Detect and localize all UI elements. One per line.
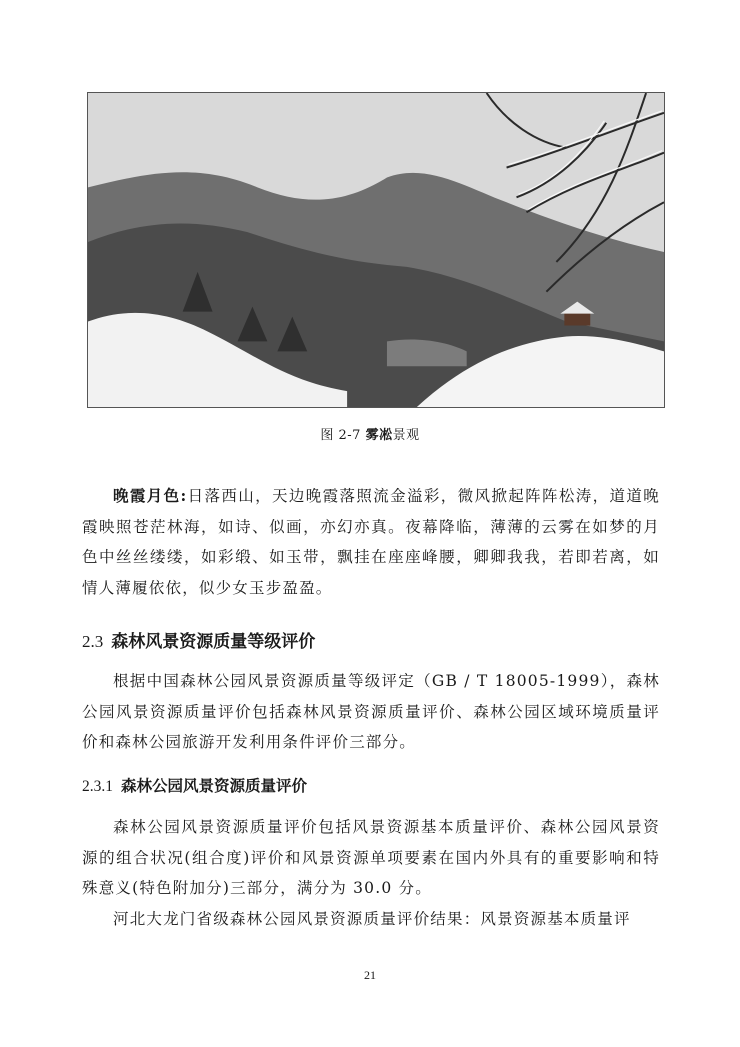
rime-landscape-photo xyxy=(87,92,665,408)
figure-caption xyxy=(0,424,740,443)
paragraph-lead: 晚霞月色: xyxy=(113,486,188,505)
paragraph-section-2-3: 根据中国森林公园风景资源质量等级评定（GB / T 18005-1999），森林公园风景资源质量评价包括森林风景资源质量评价、森林公园区域环境质量评价和森林公园旅游开发利用条件评价三部分。 xyxy=(82,672,660,751)
paragraph-result: 河北大龙门省级森林公园风景资源质量评价结果：风景资源基本质量评 xyxy=(113,910,631,928)
caption-bold: 雾凇 xyxy=(365,428,393,443)
section-heading-2-3-1 xyxy=(82,774,307,796)
subsection-title: 森林公园风景资源质量评价 xyxy=(121,777,308,795)
paragraph-body: 日落西山，天边晚霞落照流金溢彩，微风掀起阵阵松涛，道道晚霞映照苍茫林海，如诗、似画，亦幻亦真。夜幕降临，薄薄的云雾在如梦的月色中丝丝缕缕，如彩缎、如玉带，飘挂在座座峰腰，卿卿我我，若即若离，如情人薄履依依，似少女玉步盈盈。 xyxy=(82,487,660,597)
caption-prefix: 图 2-7 xyxy=(320,428,366,443)
section-number: 2.3 xyxy=(82,632,104,651)
subsection-number: 2.3.1 xyxy=(82,778,113,795)
section-heading-2-3 xyxy=(82,627,315,652)
section-title: 森林风景资源质量等级评价 xyxy=(111,632,316,652)
page-number: 21 xyxy=(364,968,376,982)
caption-suffix: 景观 xyxy=(392,428,420,443)
paragraph-section-2-3-1: 森林公园风景资源质量评价包括风景资源基本质量评价、森林公园风景资源的组合状况(组合度)评价和风景资源单项要素在国内外具有的重要影响和特殊意义(特色附加分)三部分，满分为 30.0 分。 xyxy=(82,818,660,897)
paragraph-sunset xyxy=(82,481,660,603)
